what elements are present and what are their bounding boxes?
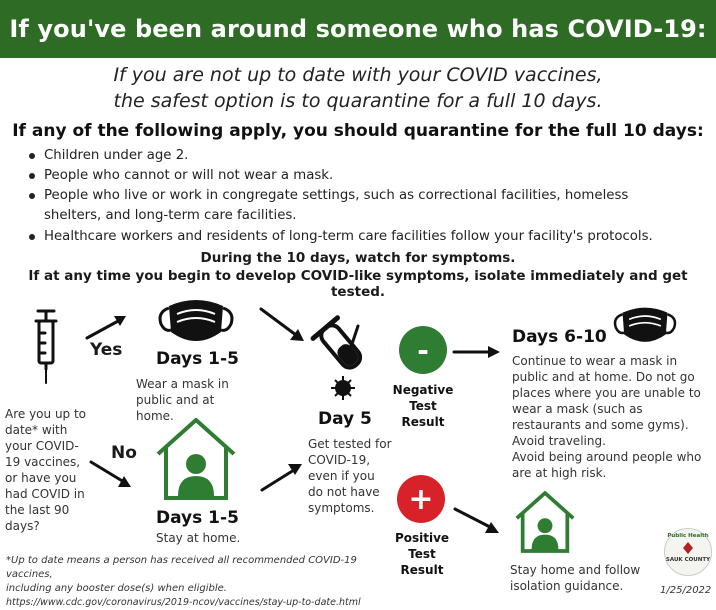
sauk-county-logo	[664, 528, 712, 576]
list-item: People who live or work in congregate settings, such as correctional facilities, homeless shelters, and long-term care facilities.	[24, 186, 694, 226]
day-5-text: Get tested for COVID-19, even if you do not have symptoms.	[308, 437, 392, 515]
logo-emblem-icon	[679, 541, 697, 555]
positive-result-label: Positive Test Result	[394, 531, 450, 577]
days-1-5-no-title: Days 1-5	[156, 508, 239, 528]
syringe-icon	[30, 307, 62, 387]
days-6-10-text	[512, 353, 710, 481]
date-stamp: 1/25/2022	[660, 585, 712, 596]
arrow-icon	[452, 505, 502, 537]
yes-label: Yes	[90, 340, 123, 360]
arrow-icon	[258, 458, 306, 494]
footnote-line-1: *Up to date means a person has received all recommended COVID-19 vaccines,	[6, 555, 357, 580]
quarantine-criteria-list	[24, 146, 694, 247]
test-tube-icon	[312, 318, 374, 406]
no-label: No	[111, 443, 137, 463]
mask-icon	[155, 292, 237, 352]
apply-heading: If any of the following apply, you should quarantine for the full 10 days:	[12, 121, 704, 141]
vaccine-question: Are you up to date* with your COVID-19 vaccines, or have you had COVID in the last 90 days?	[5, 407, 87, 533]
page-title: If you've been around someone who has COVID-19:	[9, 15, 707, 43]
list-item: Healthcare workers and residents of long-term care facilities follow your facility's protocols.	[24, 227, 694, 247]
positive-text: Stay home and follow isolation guidance.	[510, 563, 641, 593]
arrow-icon	[452, 344, 502, 360]
header-banner	[0, 0, 716, 58]
logo-name-text: SAUK COUNTY	[665, 557, 711, 563]
watch-symptoms-heading: During the 10 days, watch for symptoms.	[200, 250, 516, 266]
intro-line-1: If you are not up to date with your COVID vaccines,	[113, 64, 603, 86]
days-1-5-yes-text: Wear a mask in public and at home.	[136, 377, 229, 423]
virus-icon	[331, 376, 355, 400]
isolate-instruction: If at any time you begin to develop COVID-like symptoms, isolate immediately and get tested.	[28, 268, 688, 300]
house-person-icon	[512, 490, 578, 554]
days-6-10-title: Days 6-10	[512, 327, 607, 347]
arrow-icon	[88, 458, 136, 490]
intro-text	[0, 62, 716, 114]
negative-result-label: Negative Test Result	[392, 383, 454, 429]
arrow-icon	[258, 305, 308, 345]
intro-line-2: the safest option is to quarantine for a full 10 days.	[113, 90, 603, 112]
days-1-5-no-text: Stay at home.	[156, 531, 241, 545]
house-person-icon	[154, 416, 238, 502]
list-item: People who cannot or will not wear a mask.	[24, 166, 694, 186]
logo-top-text: Public Health	[667, 533, 709, 539]
list-item: Children under age 2.	[24, 146, 694, 166]
footnote-link: https://www.cdc.gov/coronavirus/2019-ncov/vaccines/stay-up-to-date.html	[6, 597, 361, 608]
footnote	[6, 554, 386, 610]
days-6-10-travel-text: Avoid traveling.	[512, 434, 606, 448]
positive-icon: +	[397, 475, 445, 523]
mask-icon	[610, 301, 680, 351]
arrow-icon	[84, 312, 132, 342]
negative-icon: -	[399, 326, 447, 374]
days-6-10-risk-text: Avoid being around people who are at high risk.	[512, 450, 702, 480]
day-5-title: Day 5	[318, 409, 372, 429]
days-6-10-mask-text: Continue to wear a mask in public and at home. Do not go places where you are unable to wear a mask (such as restaurants and some gyms).	[512, 354, 701, 432]
days-1-5-yes-title: Days 1-5	[156, 349, 239, 369]
footnote-line-2: including any booster dose(s) when eligible.	[6, 583, 227, 594]
